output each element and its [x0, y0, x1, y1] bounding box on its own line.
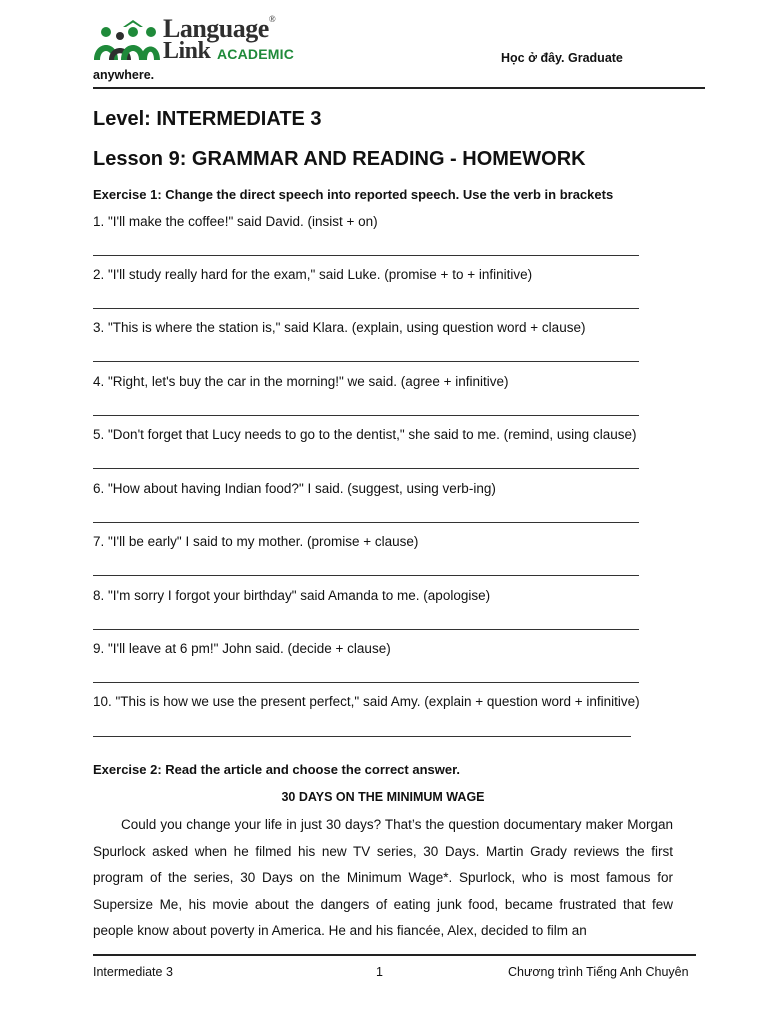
logo-word-link: Link [163, 38, 211, 64]
answer-line-4 [93, 415, 639, 416]
exercise2-title: Exercise 2: Read the article and choose the correct answer. [93, 762, 461, 777]
answer-line-2 [93, 308, 639, 309]
question-9: 9. "I'll leave at 6 pm!" John said. (decide + clause) [93, 641, 391, 656]
exercise1-title: Exercise 1: Change the direct speech into reported speech. Use the verb in brackets [93, 187, 614, 202]
question-7: 7. "I'll be early" I said to my mother. (promise + clause) [93, 534, 419, 549]
answer-line-9 [93, 682, 639, 683]
answer-line-8 [93, 629, 639, 630]
tagline-left: anywhere. [93, 68, 155, 82]
people-logo-icon [93, 18, 161, 62]
tagline-right: Học ở đây. Graduate [501, 51, 623, 65]
header-divider [93, 87, 705, 89]
question-6: 6. "How about having Indian food?" I said. (suggest, using verb-ing) [93, 481, 496, 496]
level-heading: Level: INTERMEDIATE 3 [93, 108, 322, 130]
article-title: 30 DAYS ON THE MINIMUM WAGE [281, 790, 485, 804]
answer-line-7 [93, 575, 639, 576]
article-paragraph: Could you change your life in just 30 days? That’s the question documentary maker Morgan Spurlock asked when he filmed his new TV series, 30 Days. Martin Grady reviews the first program of the series, 30 Days on the Minimum Wage*. Spurlock, who is most famous for Supersize Me, his movie about the dangers of eating junk food, became frustrated that few people know about poverty in America. He and his fiancée, Alex, decided to film an [93, 817, 673, 939]
answer-line-5 [93, 468, 639, 469]
question-1: 1. "I'll make the coffee!" said David. (insist + on) [93, 214, 378, 229]
page-number: 1 [376, 965, 383, 979]
logo-word-language: Language® [163, 14, 276, 43]
answer-line-10 [93, 736, 631, 737]
question-10: 10. "This is how we use the present perfect," said Amy. (explain + question word + infinitive) [93, 694, 640, 709]
footer-course: Intermediate 3 [93, 965, 173, 979]
footer-program: Chương trình Tiếng Anh Chuyên [508, 965, 689, 979]
answer-line-3 [93, 361, 639, 362]
logo-word-academic: ACADEMIC [217, 46, 295, 62]
question-4: 4. "Right, let's buy the car in the morning!" we said. (agree + infinitive) [93, 374, 509, 389]
answer-line-6 [93, 522, 639, 523]
question-5: 5. "Don't forget that Lucy needs to go to the dentist," she said to me. (remind, using clause) [93, 427, 637, 442]
question-8: 8. "I'm sorry I forgot your birthday" said Amanda to me. (apologise) [93, 588, 491, 603]
answer-line-1 [93, 255, 639, 256]
question-2: 2. "I'll study really hard for the exam," said Luke. (promise + to + infinitive) [93, 267, 533, 282]
footer-divider [93, 954, 696, 956]
lesson-heading: Lesson 9: GRAMMAR AND READING - HOMEWORK [93, 148, 586, 170]
question-3: 3. "This is where the station is," said Klara. (explain, using question word + clause) [93, 320, 586, 335]
language-link-logo [93, 16, 303, 64]
